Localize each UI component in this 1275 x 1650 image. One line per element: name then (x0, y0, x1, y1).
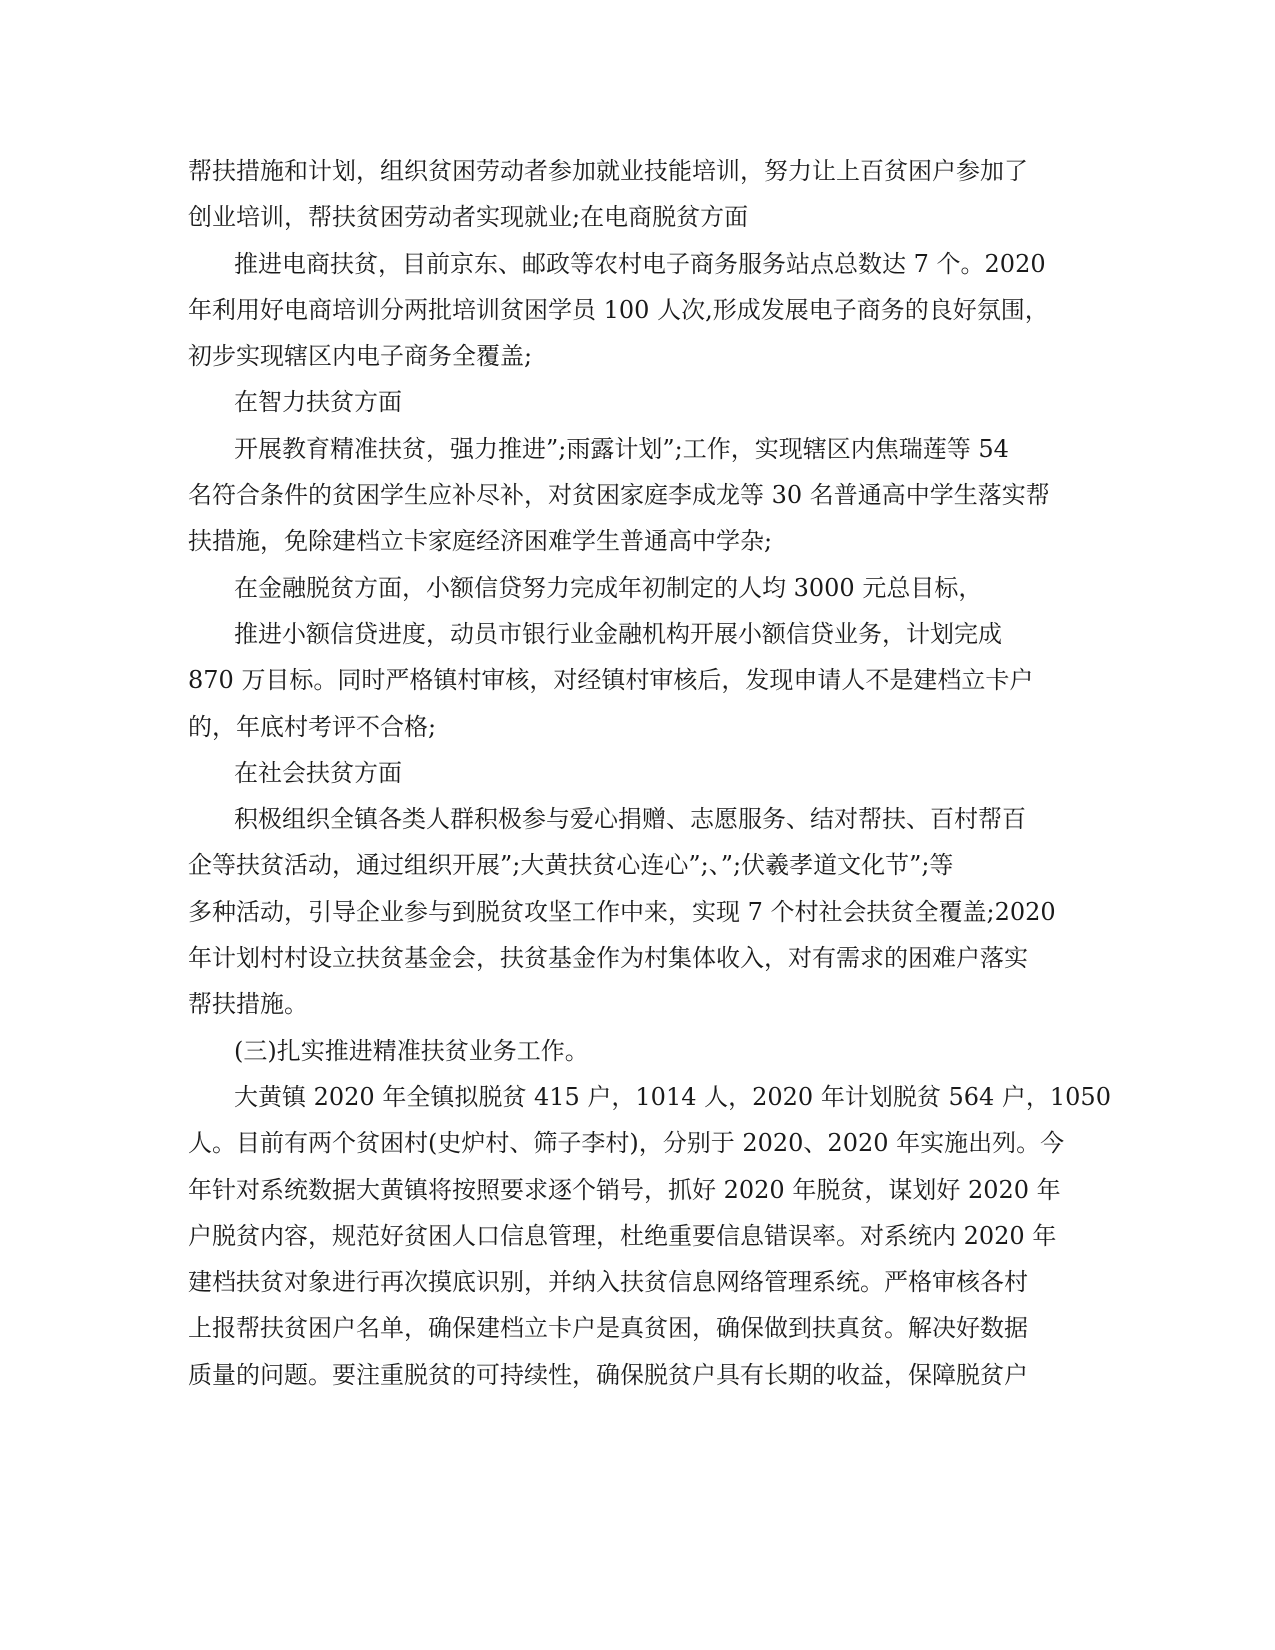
text-line: 人。目前有两个贫困村(史炉村、筛子李村)，分别于 2020、2020 年实施出列。今 (188, 1129, 1065, 1158)
section-heading: 在智力扶贫方面 (234, 388, 402, 417)
text-line: 870 万目标。同时严格镇村审核，对经镇村审核后，发现申请人不是建档立卡户 (188, 666, 1034, 695)
text-line: 年利用好电商培训分两批培训贫困学员 100 人次,形成发展电子商务的良好氛围， (188, 295, 1049, 324)
text-line: 推进电商扶贫，目前京东、邮政等农村电子商务服务站点总数达 7 个。2020 (234, 249, 1046, 278)
text-line: 户脱贫内容，规范好贫困人口信息管理，杜绝重要信息错误率。对系统内 2020 年 (188, 1221, 1057, 1250)
text-line: 在金融脱贫方面，小额信贷努力完成年初制定的人均 3000 元总目标， (234, 573, 983, 602)
text-line: 建档扶贫对象进行再次摸底识别，并纳入扶贫信息网络管理系统。严格审核各村 (188, 1268, 1028, 1297)
section-heading: (三)扎实推进精准扶贫业务工作。 (234, 1036, 589, 1065)
text-line: 创业培训，帮扶贫困劳动者实现就业;在电商脱贫方面 (188, 203, 749, 232)
text-line: 帮扶措施。 (188, 990, 308, 1019)
text-line: 年计划村村设立扶贫基金会，扶贫基金作为村集体收入，对有需求的困难户落实 (188, 944, 1028, 973)
text-line: 上报帮扶贫困户名单，确保建档立卡户是真贫困，确保做到扶真贫。解决好数据 (188, 1314, 1028, 1343)
text-line: 年针对系统数据大黄镇将按照要求逐个销号，抓好 2020 年脱贫，谋划好 2020 年 (188, 1175, 1061, 1204)
text-line: 大黄镇 2020 年全镇拟脱贫 415 户，1014 人，2020 年计划脱贫 564 户，1050 (234, 1082, 1111, 1111)
section-heading: 在社会扶贫方面 (234, 758, 402, 787)
text-line: 推进小额信贷进度，动员市银行业金融机构开展小额信贷业务，计划完成 (234, 619, 1002, 648)
text-line: 初步实现辖区内电子商务全覆盖; (188, 342, 533, 371)
text-line: 多种活动，引导企业参与到脱贫攻坚工作中来，实现 7 个村社会扶贫全覆盖;2020 (188, 897, 1056, 926)
text-line: 帮扶措施和计划，组织贫困劳动者参加就业技能培训，努力让上百贫困户参加了 (188, 157, 1028, 185)
text-line: 积极组织全镇各类人群积极参与爱心捐赠、志愿服务、结对帮扶、百村帮百 (234, 805, 1026, 834)
text-line: 企等扶贫活动，通过组织开展”;大黄扶贫心连心”;、”;伏羲孝道文化节”;等 (188, 851, 954, 880)
text-line: 质量的问题。要注重脱贫的可持续性，确保脱贫户具有长期的收益，保障脱贫户 (188, 1360, 1028, 1389)
text-line: 名符合条件的贫困学生应补尽补，对贫困家庭李成龙等 30 名普通高中学生落实帮 (188, 481, 1050, 510)
text-line: 扶措施，免除建档立卡家庭经济困难学生普通高中学杂; (188, 527, 773, 556)
document-body (188, 148, 1111, 1398)
text-line: 开展教育精准扶贫，强力推进”;雨露计划”;工作，实现辖区内焦瑞莲等 54 (234, 434, 1009, 463)
text-line: 的，年底村考评不合格; (188, 712, 437, 741)
